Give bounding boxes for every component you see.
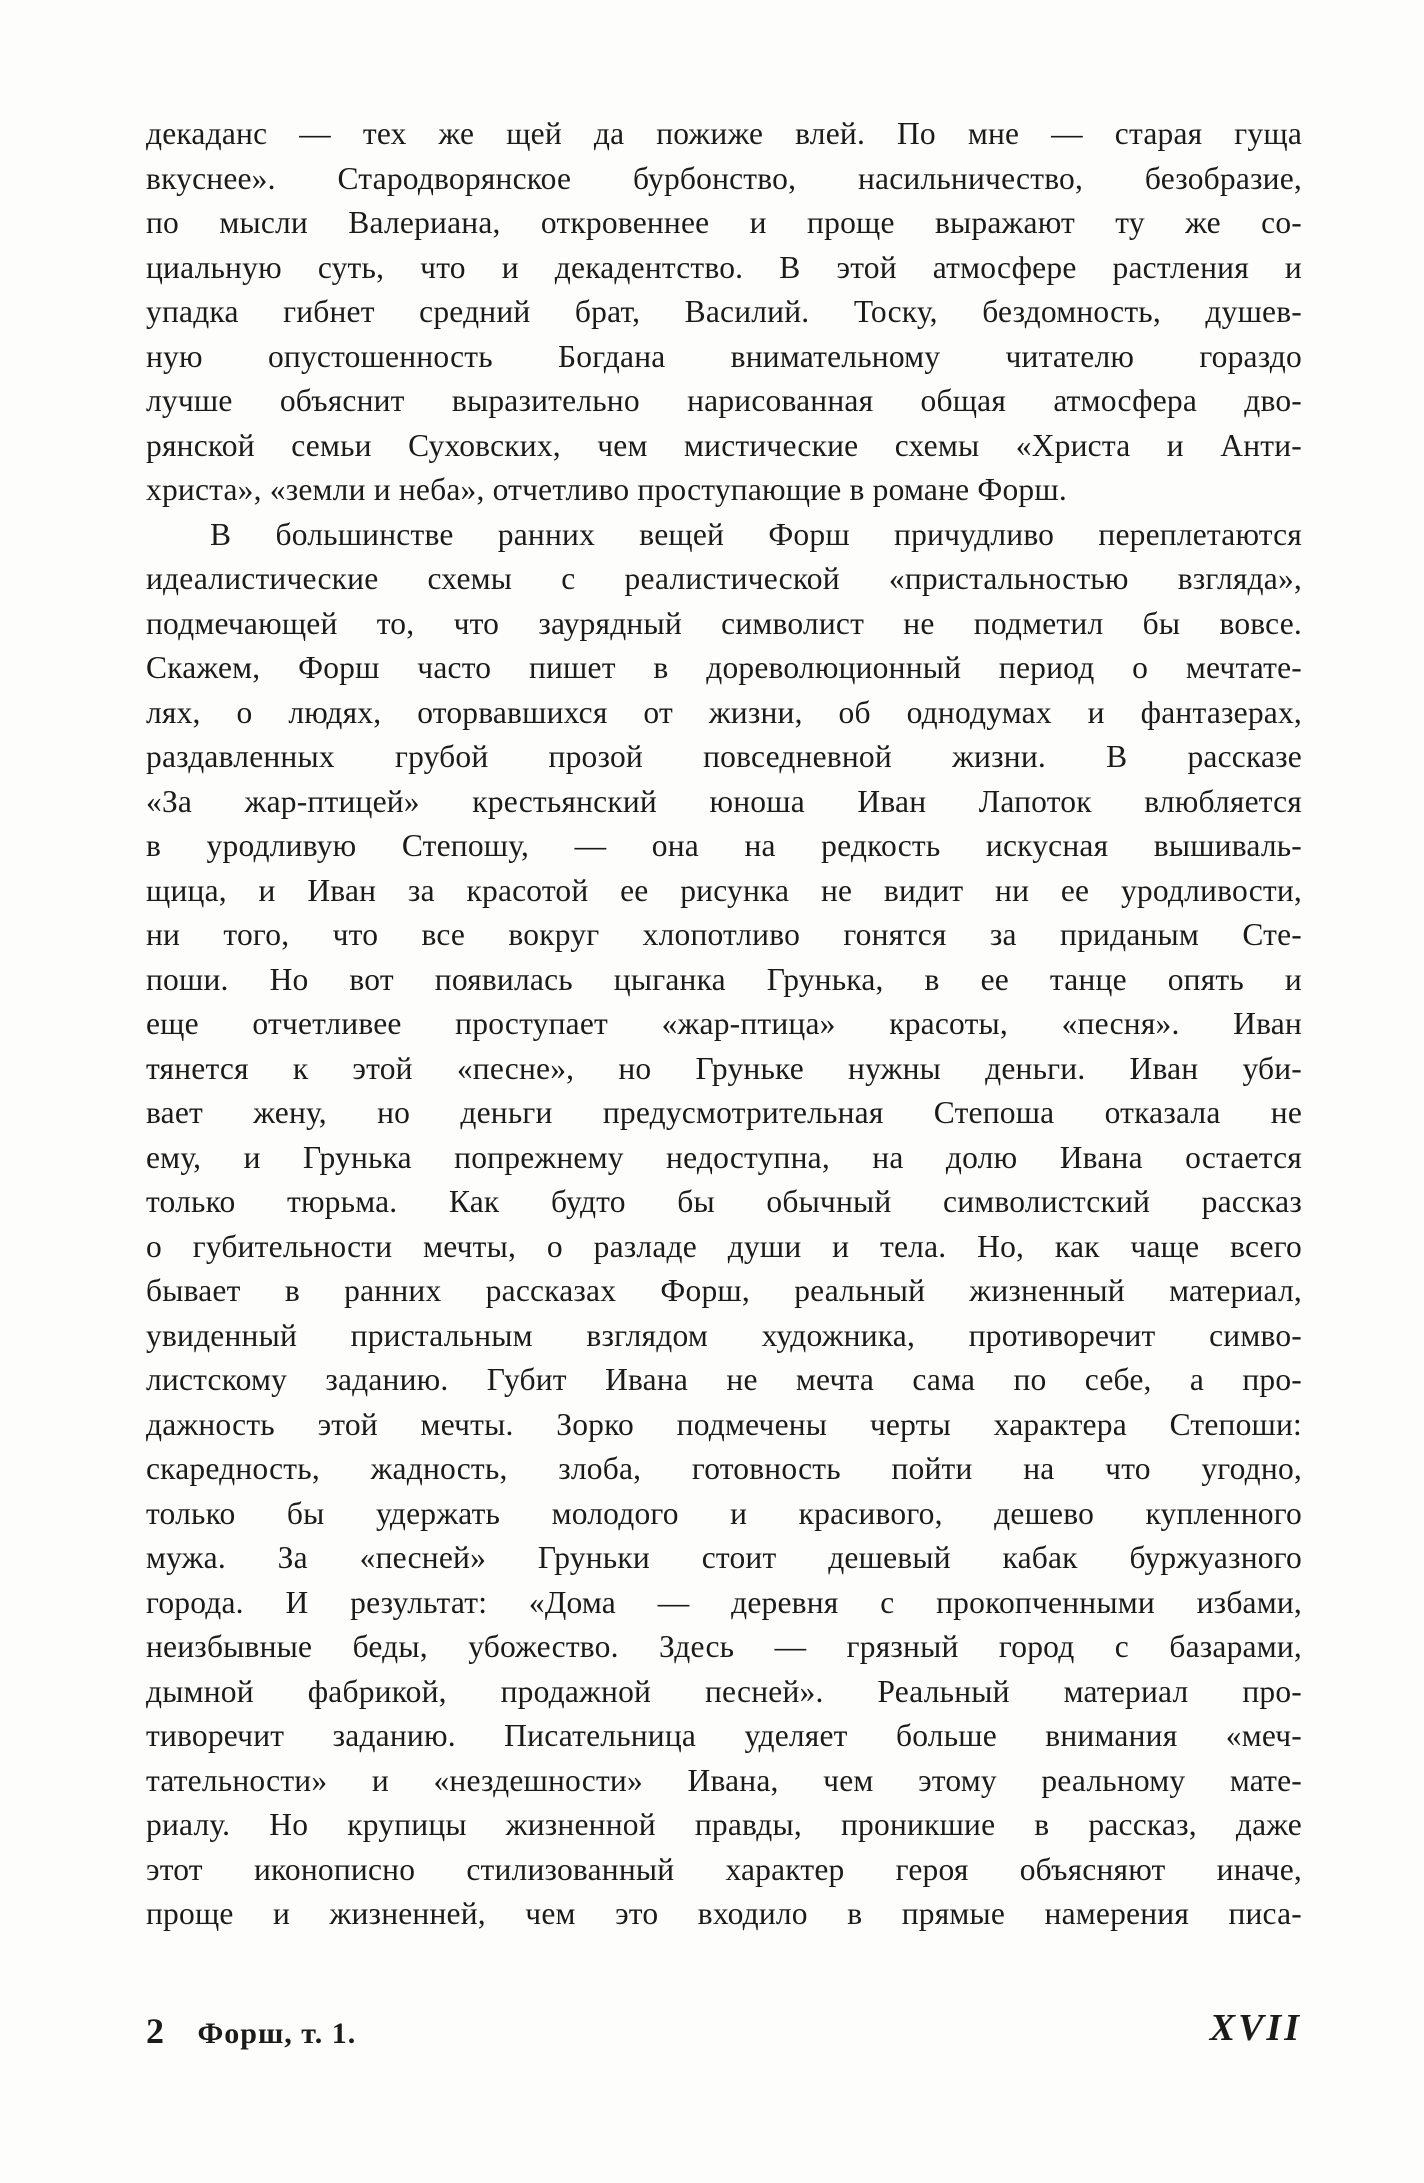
text-line: «За жар-птицей» крестьянский юноша Иван Лапоток влюбляется bbox=[146, 783, 1302, 819]
text-line: щица, и Иван за красотой ее рисунка не видит ни ее уродливости, bbox=[146, 872, 1302, 908]
text-line: поши. Но вот появилась цыганка Грунька, в ее танце опять и bbox=[146, 961, 1302, 997]
text-line: рянской семьи Суховских, чем мистические схемы «Христа и Анти- bbox=[146, 427, 1302, 463]
text-line: подмечающей то, что заурядный символист не подметил бы вовсе. bbox=[146, 605, 1302, 641]
text-line: увиденный пристальным взглядом художника, противоречит симво- bbox=[146, 1317, 1302, 1353]
text-line: скаредность, жадность, злоба, готовность пойти на что угодно, bbox=[146, 1451, 1302, 1486]
text-line: бывает в ранних рассказах Форш, реальный жизненный материал, bbox=[146, 1273, 1302, 1308]
text-line: проще и жизненней, чем это входило в прямые намерения писа- bbox=[146, 1896, 1302, 1931]
text-line: только тюрьма. Как будто бы обычный символистский рассказ bbox=[146, 1184, 1302, 1219]
text-line: циальную суть, что и декадентство. В этой атмосфере растления и bbox=[146, 249, 1302, 285]
text-line: лях, о людях, оторвавшихся от жизни, об однодумах и фантазерах, bbox=[146, 694, 1302, 730]
text-line: дымной фабрикой, продажной песней». Реальный материал про- bbox=[146, 1673, 1302, 1709]
text-line: идеалистические схемы с реалистической «пристальностью взгляда», bbox=[146, 561, 1302, 596]
text-line: в уродливую Степошу, — она на редкость искусная вышиваль- bbox=[146, 828, 1302, 863]
text-line: только бы удержать молодого и красивого, дешево купленного bbox=[146, 1495, 1302, 1531]
text-line: листскому заданию. Губит Ивана не мечта сама по себе, а про- bbox=[146, 1362, 1302, 1397]
signature-mark bbox=[146, 2010, 356, 2052]
text-line: вкуснее». Стародворянское бурбонство, насильничество, безобразие, bbox=[146, 160, 1302, 196]
text-line: еще отчетливее проступает «жар-птица» красоты, «песня». Иван bbox=[146, 1006, 1302, 1041]
signature-number: 2 bbox=[146, 2011, 165, 2051]
text-line: города. И результат: «Дома — деревня с прокопченными избами, bbox=[146, 1584, 1302, 1620]
text-line: вает жену, но деньги предусмотрительная Степоша отказала не bbox=[146, 1095, 1302, 1130]
text-line: тательности» и «нездешности» Ивана, чем этому реальному мате- bbox=[146, 1762, 1302, 1798]
text-line: тянется к этой «песне», но Груньке нужны деньги. Иван уби- bbox=[146, 1050, 1302, 1086]
text-line: о губительности мечты, о разладе души и тела. Но, как чаще всего bbox=[146, 1228, 1302, 1264]
text-line: тиворечит заданию. Писательница уделяет больше внимания «меч- bbox=[146, 1718, 1302, 1753]
text-line: этот иконописно стилизованный характер героя объясняют иначе, bbox=[146, 1851, 1302, 1887]
text-line: Скажем, Форш часто пишет в дореволюционный период о мечтате- bbox=[146, 650, 1302, 685]
text-line: дажность этой мечты. Зорко подмечены черты характера Степоши: bbox=[146, 1406, 1302, 1442]
text-line: раздавленных грубой прозой повседневной жизни. В рассказе bbox=[146, 739, 1302, 774]
text-line: ни того, что все вокруг хлопотливо гонятся за приданым Сте- bbox=[146, 917, 1302, 952]
text-line: риалу. Но крупицы жизненной правды, проникшие в рассказ, даже bbox=[146, 1807, 1302, 1842]
text-line: христа», «земли и неба», отчетливо проступающие в романе Форш. bbox=[146, 472, 1067, 507]
body-text bbox=[146, 112, 1302, 1937]
signature-text: Форш, т. 1. bbox=[197, 2017, 357, 2050]
text-line: ему, и Грунька попрежнему недоступна, на долю Ивана остается bbox=[146, 1139, 1302, 1175]
text-line: упадка гибнет средний брат, Василий. Тоску, бездомность, душев- bbox=[146, 294, 1302, 329]
text-line: мужа. За «песней» Груньки стоит дешевый кабак буржуазного bbox=[146, 1540, 1302, 1575]
text-line: по мысли Валериана, откровеннее и проще выражают ту же со- bbox=[146, 205, 1302, 240]
text-line: декаданс — тех же щей да пожиже влей. По мне — старая гуща bbox=[146, 116, 1302, 151]
text-line: неизбывные беды, убожество. Здесь — грязный город с базарами, bbox=[146, 1629, 1302, 1664]
text-line: В большинстве ранних вещей Форш причудливо переплетаются bbox=[210, 516, 1302, 552]
page-number: XVII bbox=[1209, 2007, 1302, 2049]
text-line: ную опустошенность Богдана внимательному читателю гораздо bbox=[146, 338, 1302, 374]
text-line: лучше объяснит выразительно нарисованная общая атмосфера дво- bbox=[146, 383, 1302, 418]
